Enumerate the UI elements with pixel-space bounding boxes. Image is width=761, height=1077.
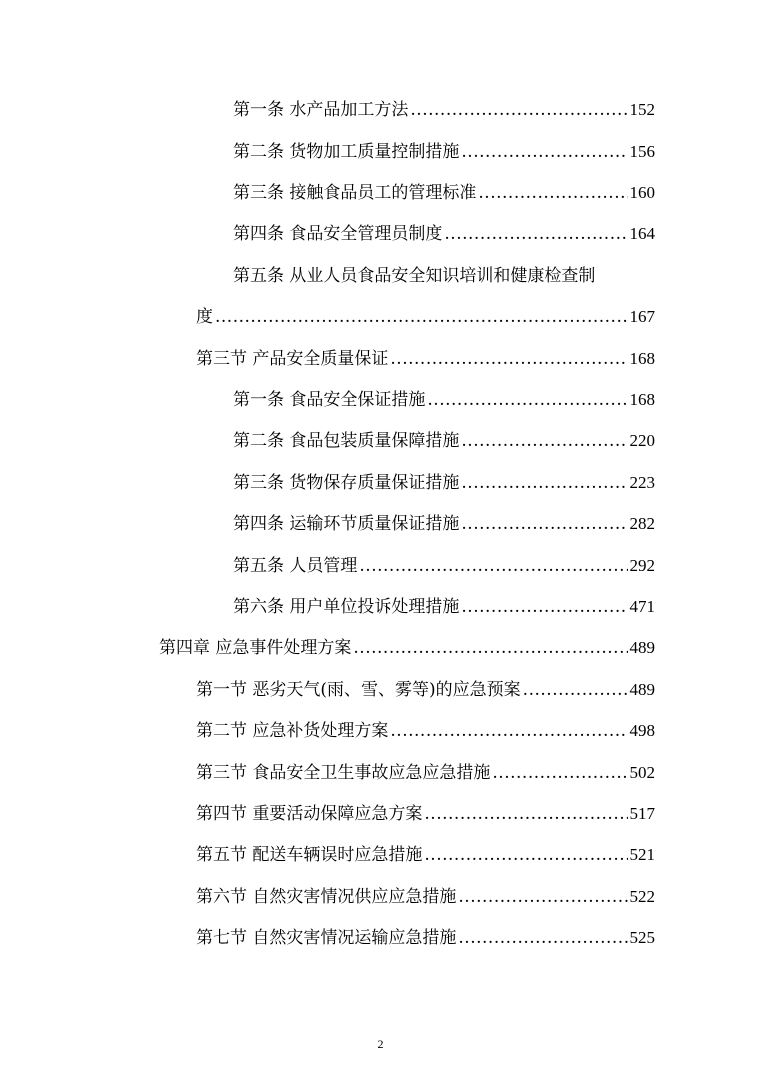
toc-entry-title: 第一条 食品安全保证措施 xyxy=(233,390,426,410)
toc-entry[interactable] xyxy=(233,95,655,125)
toc-leader xyxy=(359,551,627,581)
toc-entry[interactable] xyxy=(196,882,655,912)
toc-entry-title-line1[interactable]: 第五条 从业人员食品安全知识培训和健康检查制 xyxy=(233,266,596,286)
toc-entry-title: 第七节 自然灾害情况运输应急措施 xyxy=(196,928,457,948)
toc-entry-title: 第六节 自然灾害情况供应应急措施 xyxy=(196,887,457,907)
toc-entry[interactable] xyxy=(233,219,655,249)
toc-entry[interactable] xyxy=(233,426,655,456)
toc-entry[interactable] xyxy=(196,799,655,829)
toc-entry[interactable] xyxy=(233,385,655,415)
toc-entry-page: 160 xyxy=(629,183,655,202)
toc-entry-page: 489 xyxy=(629,680,655,699)
toc-entry-page: 489 xyxy=(629,638,655,657)
toc-entry-page: 223 xyxy=(629,473,655,492)
toc-entry[interactable] xyxy=(196,344,655,374)
toc-entry-title: 第五节 配送车辆误时应急措施 xyxy=(196,845,423,865)
toc-entry-page: 156 xyxy=(629,142,655,161)
toc-entry-title: 第四条 食品安全管理员制度 xyxy=(233,224,443,244)
toc-entry-page: 522 xyxy=(629,887,655,906)
toc-leader xyxy=(461,509,627,539)
toc-entry[interactable] xyxy=(196,675,655,705)
toc-entry-title: 第四条 运输环节质量保证措施 xyxy=(233,514,460,534)
toc-entry[interactable] xyxy=(233,178,655,208)
toc-entry-page: 292 xyxy=(629,556,655,575)
toc-leader xyxy=(427,385,627,415)
toc-entry[interactable] xyxy=(159,633,655,663)
toc-leader xyxy=(410,95,627,125)
toc-entry-title: 第二节 应急补货处理方案 xyxy=(196,721,389,741)
toc-entry-title: 第六条 用户单位投诉处理措施 xyxy=(233,597,460,617)
toc-entry-page: 168 xyxy=(629,349,655,368)
toc-entry[interactable] xyxy=(233,592,655,622)
toc-entry-title: 度 xyxy=(196,307,213,327)
toc-leader xyxy=(461,468,627,498)
toc-entry-page: 164 xyxy=(629,224,655,243)
toc-entry[interactable] xyxy=(233,509,655,539)
toc-leader xyxy=(458,882,627,912)
toc-entry-title: 第二条 食品包装质量保障措施 xyxy=(233,431,460,451)
toc-entry-title: 第四章 应急事件处理方案 xyxy=(159,638,352,658)
toc-entry-page: 521 xyxy=(629,845,655,864)
toc-leader xyxy=(353,633,627,663)
toc-entry-page: 152 xyxy=(629,100,655,119)
toc-entry[interactable] xyxy=(196,923,655,953)
toc-leader xyxy=(461,592,627,622)
toc-leader xyxy=(492,758,627,788)
toc-leader xyxy=(424,840,627,870)
toc-entry[interactable] xyxy=(233,137,655,167)
toc-entry-page: 471 xyxy=(629,597,655,616)
toc-entry-page: 168 xyxy=(629,390,655,409)
toc-entry-title: 第四节 重要活动保障应急方案 xyxy=(196,804,423,824)
toc-leader xyxy=(478,178,627,208)
toc-leader xyxy=(215,302,628,332)
toc-entry-title: 第三节 产品安全质量保证 xyxy=(196,349,389,369)
toc-leader xyxy=(461,426,627,456)
toc-entry-page: 220 xyxy=(629,431,655,450)
toc-entry-page: 282 xyxy=(629,514,655,533)
toc-leader xyxy=(424,799,627,829)
toc-entry-title: 第二条 货物加工质量控制措施 xyxy=(233,142,460,162)
toc-entry-page: 167 xyxy=(629,307,655,326)
toc-entry-title: 第一条 水产品加工方法 xyxy=(233,100,409,120)
toc-entry-title: 第三节 食品安全卫生事故应急应急措施 xyxy=(196,763,491,783)
toc-leader xyxy=(461,137,627,167)
toc-entry-page: 502 xyxy=(629,763,655,782)
toc-entry[interactable] xyxy=(196,716,655,746)
toc-entry-title: 第三条 接触食品员工的管理标准 xyxy=(233,183,477,203)
toc-entry-title: 第五条 人员管理 xyxy=(233,556,358,576)
toc-entry-page: 525 xyxy=(629,928,655,947)
toc-entry[interactable] xyxy=(196,758,655,788)
toc-entry[interactable] xyxy=(233,468,655,498)
page-number-footer: 2 xyxy=(377,1037,384,1051)
toc-leader xyxy=(390,716,627,746)
toc-entry[interactable] xyxy=(196,840,655,870)
toc-entry-page: 517 xyxy=(629,804,655,823)
toc-entry[interactable] xyxy=(196,302,655,332)
toc-leader xyxy=(523,675,628,705)
toc-leader xyxy=(458,923,627,953)
toc-entry-title: 第一节 恶劣天气(雨、雪、雾等)的应急预案 xyxy=(196,680,521,700)
toc-entry-title: 第三条 货物保存质量保证措施 xyxy=(233,473,460,493)
toc-leader xyxy=(390,344,627,374)
toc-entry-page: 498 xyxy=(629,721,655,740)
toc-leader xyxy=(444,219,627,249)
toc-entry[interactable] xyxy=(233,551,655,581)
